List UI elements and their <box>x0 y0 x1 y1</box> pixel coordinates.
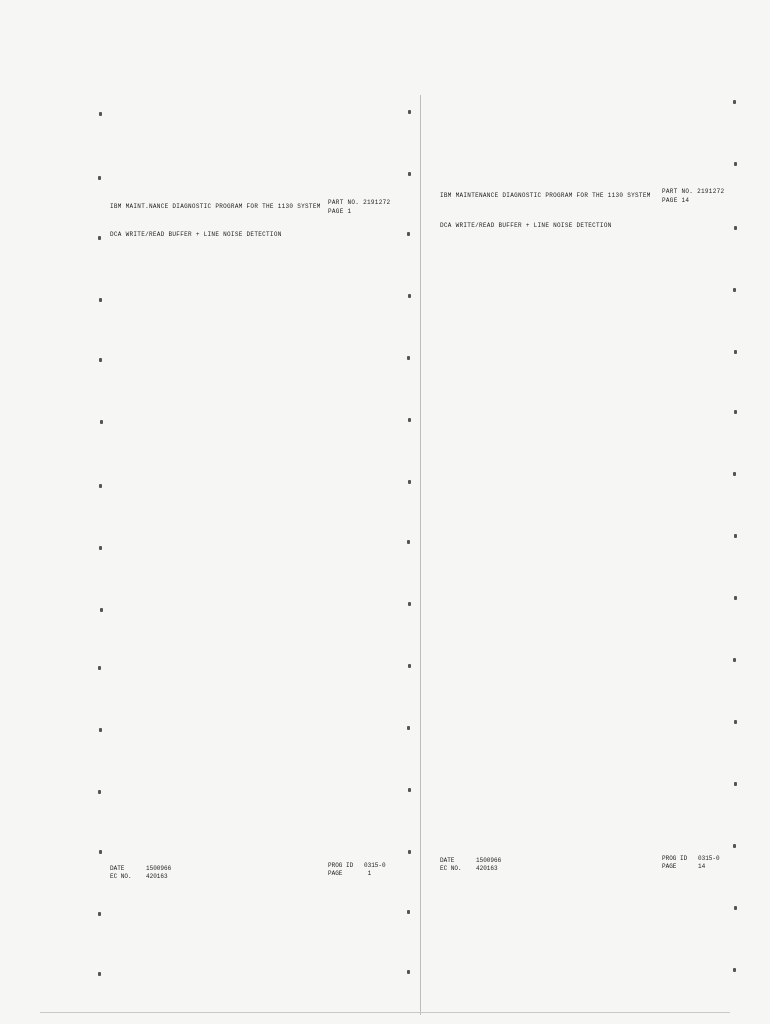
feed-hole <box>407 356 410 360</box>
feed-hole <box>99 546 102 550</box>
feed-hole <box>99 298 102 302</box>
feed-hole <box>99 728 102 732</box>
feed-hole <box>734 410 737 414</box>
right-page-bottom: PAGE 14 <box>662 863 706 870</box>
left-page-number: PAGE 1 <box>328 208 352 215</box>
feed-hole <box>98 912 101 916</box>
page-bottom-edge <box>40 1012 730 1013</box>
feed-hole <box>99 484 102 488</box>
feed-hole <box>99 112 102 116</box>
feed-hole <box>407 232 410 236</box>
feed-hole <box>98 790 101 794</box>
feed-hole <box>98 176 101 180</box>
left-page-bottom: PAGE 1 <box>328 870 372 877</box>
left-page <box>110 100 391 1000</box>
feed-hole <box>734 534 737 538</box>
feed-hole <box>98 236 101 240</box>
feed-hole <box>408 602 411 606</box>
feed-hole <box>99 358 102 362</box>
feed-hole <box>733 844 736 848</box>
feed-hole <box>408 418 411 422</box>
feed-hole <box>407 970 410 974</box>
feed-hole <box>734 720 737 724</box>
feed-hole <box>407 910 410 914</box>
feed-hole <box>100 608 103 612</box>
feed-hole <box>733 288 736 292</box>
feed-hole <box>408 788 411 792</box>
left-page-title: IBM MAINT.NANCE DIAGNOSTIC PROGRAM FOR THE 1130 SYSTEM <box>110 203 321 210</box>
feed-hole <box>100 420 103 424</box>
feed-hole <box>734 596 737 600</box>
feed-hole <box>734 906 737 910</box>
left-page-subtitle: DCA WRITE/READ BUFFER + LINE NOISE DETECTION <box>110 231 282 238</box>
left-part-number: PART NO. 2191272 <box>328 199 391 206</box>
feed-hole <box>734 782 737 786</box>
feed-hole <box>407 540 410 544</box>
feed-hole <box>733 472 736 476</box>
feed-hole <box>407 726 410 730</box>
feed-hole <box>733 968 736 972</box>
right-date: DATE 1500966 <box>440 857 502 864</box>
feed-hole <box>99 850 102 854</box>
left-date: DATE 1500966 <box>110 865 172 872</box>
feed-hole <box>734 350 737 354</box>
right-ec-number: EC NO. 420163 <box>440 865 498 872</box>
feed-hole <box>733 658 736 662</box>
left-ec-number: EC NO. 420163 <box>110 873 168 880</box>
page-fold <box>420 95 421 1015</box>
feed-hole <box>734 162 737 166</box>
right-page-title: IBM MAINTENANCE DIAGNOSTIC PROGRAM FOR THE 1130 SYSTEM <box>440 192 651 199</box>
feed-hole <box>734 226 737 230</box>
left-prog-id: PROG ID 0315-0 <box>328 862 386 869</box>
feed-hole <box>408 480 411 484</box>
right-page-number: PAGE 14 <box>662 197 690 204</box>
feed-hole <box>408 172 411 176</box>
right-prog-id: PROG ID 0315-0 <box>662 855 720 862</box>
feed-hole <box>98 972 101 976</box>
right-part-number: PART NO. 2191272 <box>662 188 725 195</box>
feed-hole <box>408 850 411 854</box>
feed-hole <box>408 664 411 668</box>
feed-hole <box>408 110 411 114</box>
right-page <box>440 100 740 1000</box>
feed-hole <box>733 100 736 104</box>
feed-hole <box>98 666 101 670</box>
right-page-subtitle: DCA WRITE/READ BUFFER + LINE NOISE DETECTION <box>440 222 612 229</box>
feed-hole <box>408 294 411 298</box>
